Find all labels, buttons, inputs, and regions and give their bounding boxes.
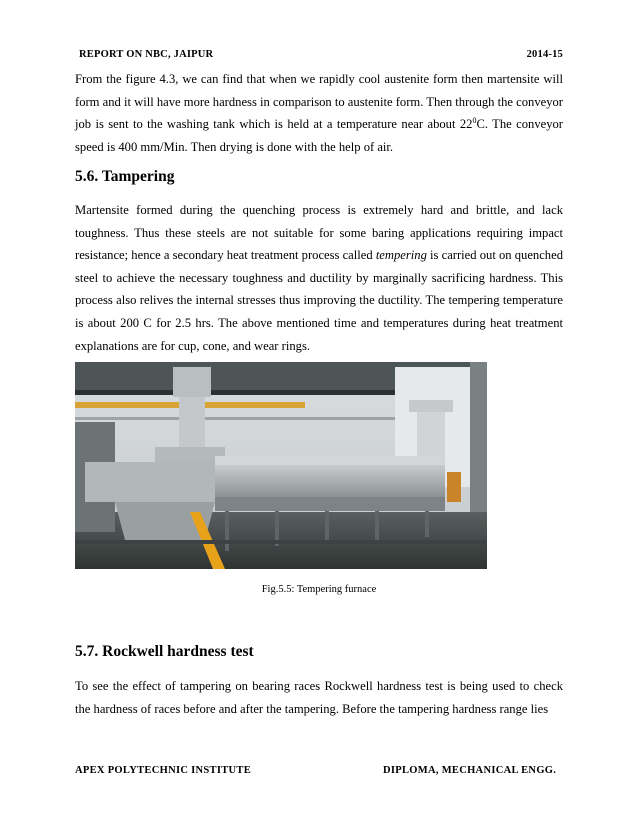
paragraph-rockwell: To see the effect of tampering on bearing races Rockwell hardness test is being used to check the hardness of races before and after the tampering. Before the tampering hardness range lies bbox=[75, 679, 563, 716]
figure-caption: Fig.5.5: Tempering furnace bbox=[261, 584, 377, 595]
tempering-furnace-photo bbox=[75, 362, 487, 569]
paragraph-tampering: Martensite formed during the quenching process is extremely hard and brittle, and lack toughness. Thus these steels are not suitable for some baring applications requiring impact resistance; hence a secondary heat treatment process called tempering is carried out on quenched steel to achieve the necessary toughness and ductility by marginally sacrificing hardness. This process also relives the internal stresses thus improving the ductility. The tempering temperature is about 200 C for 2.5 hrs. The above mentioned time and temperatures during heat treatment explanations are for cup, cone, and wear rings. bbox=[75, 203, 563, 353]
header-year: 2014-15 bbox=[526, 49, 563, 60]
section-heading-rockwell: 5.7. Rockwell hardness test bbox=[75, 643, 254, 660]
section-heading-tampering: 5.6. Tampering bbox=[75, 168, 175, 185]
paragraph-quenching: From the figure 4.3, we can find that when we rapidly cool austenite form then martensite will form and it will have more hardness in comparison to austenite form. Then through the conveyor job is sent to the washing tank which is held at a temperature near about $22^0C$. The conveyor speed is 400 mm/Min. Then drying is done with the help of air. bbox=[75, 72, 564, 154]
footer-institute: APEX POLYTECHNIC INSTITUTE bbox=[75, 765, 252, 776]
footer-department: DIPLOMA, MECHANICAL ENGG. bbox=[383, 765, 557, 776]
header-title: REPORT ON NBC, JAIPUR bbox=[79, 49, 214, 60]
